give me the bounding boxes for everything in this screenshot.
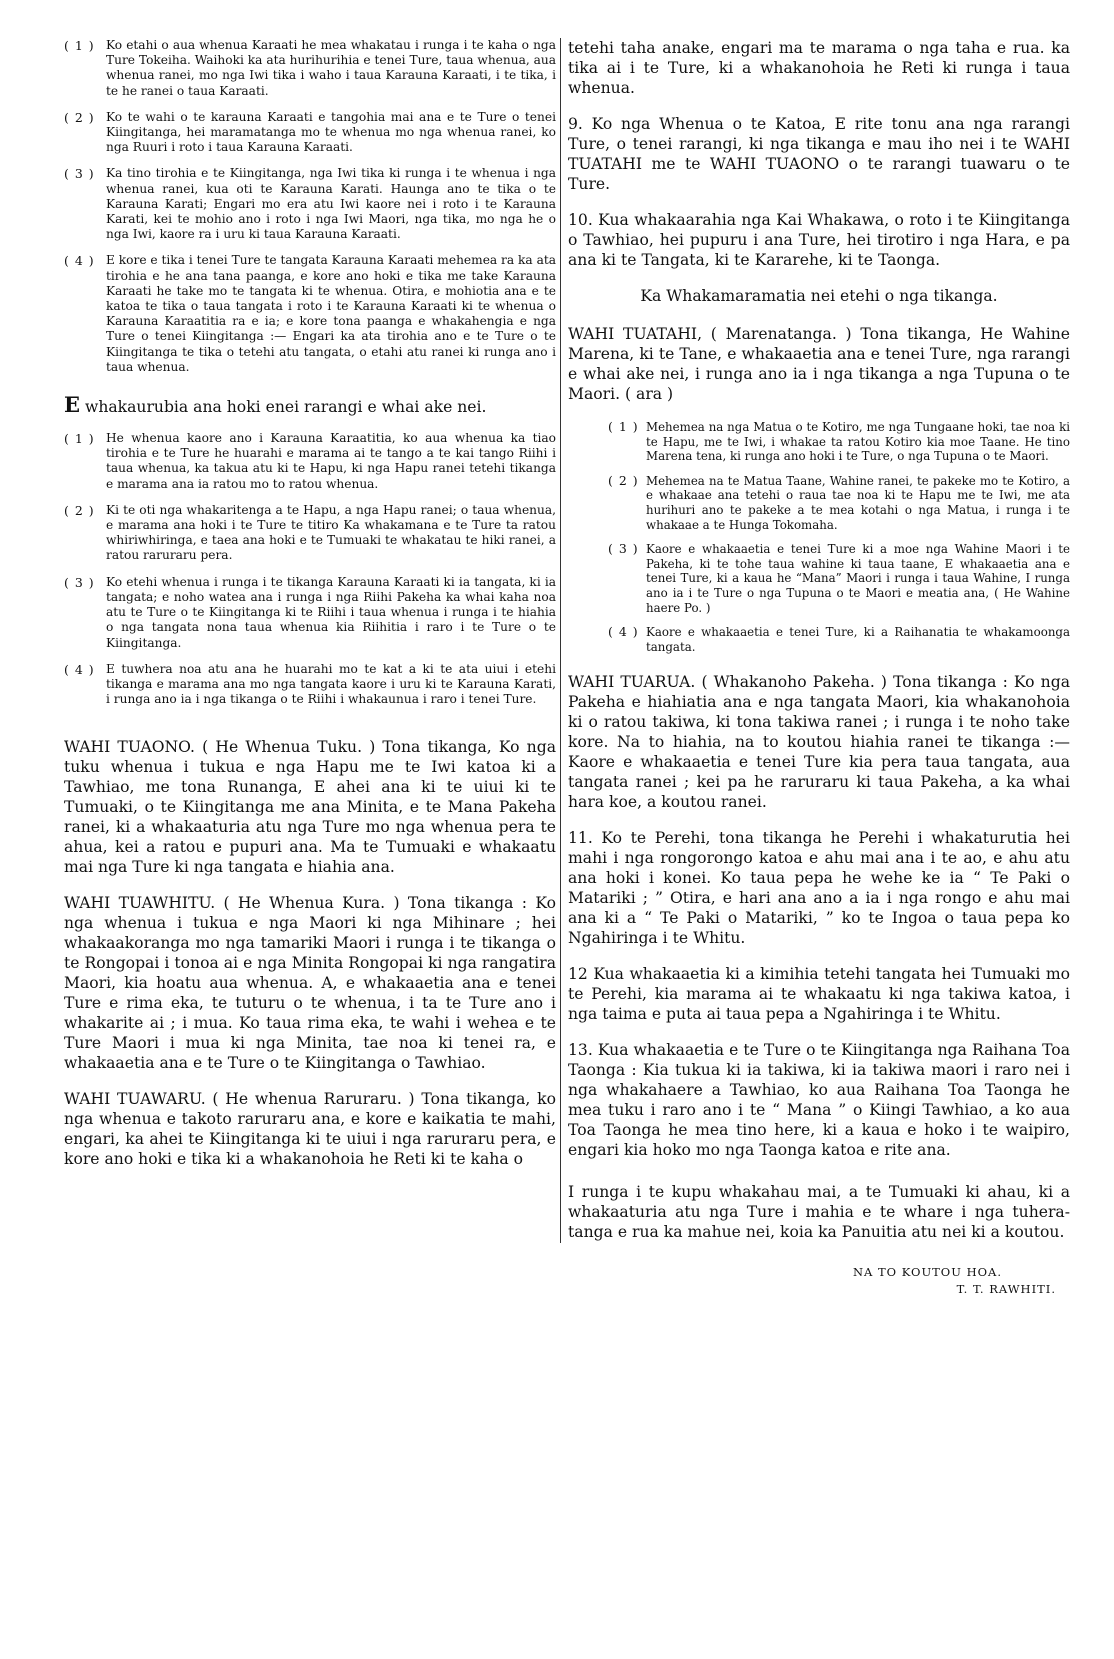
clause-item — [64, 166, 556, 242]
clause-text: He whenua kaore ano i Karauna Karaatitia, ko aua whenua ka tiao tirohia e te Ture he huarahi e marama ai te tango a te kai tango Riihi i taua whenua, ka takua atu ki te Hapu, ki nga Hapu ranei tetehi tikanga e marama ana ia ratou mo to ratou whenua. — [106, 431, 556, 491]
clause-text: Kaore e whakaaetia e tenei Ture, ki a Raihanatia te whakamoonga tangata. — [646, 625, 1070, 654]
clause-number: ( 4 ) — [64, 253, 95, 269]
clause-text: Mehemea na te Matua Taane, Wahine ranei, te pakeke mo te Kotiro, a e whakaae ana tetehi o raua tae noa ki te Hapu me te Iwi, me ata hurihuri ano te pakeke a te mea kotahi o nga Matua, i runga i te whakaae a te Hunga Tokomaha. — [646, 473, 1070, 532]
clause-text: Kaore e whakaaetia e tenei Ture ki a moe nga Wahine Maori i te Pakeha, ki te tohe taua wahine ki taua taane, E whakaaetia ana e tenei Ture, ki a kaua he “Mana” Maori i runga i taua Wahine, I runga ano ia i te Ture o nga Tupuna o te Maori e meatia ana, ( He Wahine haere Po. ) — [646, 542, 1070, 615]
clause-number: ( 2 ) — [608, 472, 639, 488]
paragraph-13: 13. Kua whakaaetia e te Ture o te Kiingitanga nga Raihana Toa Taonga : Kia tukua ki ia takiwa, ki ia takiwa maori i raro nei i nga whakahaere a Tawhiao, ko aua Raihana Toa Taonga he mea tuku i raro ano i te “ Mana ” o Kiingi Tawhiao, a ko aua Toa Taonga he mea tino here, ki a kaua e hoko i te waipiro, engari kia hoko mo nga Taonga katoa e rite ana. — [568, 1040, 1070, 1159]
clause-item — [568, 474, 1070, 532]
closing-paragraph: I runga i te kupu whakahau mai, a te Tumuaki ki ahau, ki a whakaaturia atu nga Ture i mahia e te whare i nga tuhera-tanga e rua ka mahue nei, koia ka Panuitia atu nei ki a koutou. — [568, 1182, 1070, 1241]
clause-text: Ka tino tirohia e te Kiingitanga, nga Iwi tika ki runga i te whenua i nga whenua ranei, kua oti te Karauna Karati. Haunga ano te tika o te Karauna Karati; Engari mo era atu Iwi kaore nei i roto i te Karauna Karati, kei te mohio ano i roto i nga Iwi Maori, nga tika, mo nga he o nga Iwi, kaore ra i uru ki taua Karauna Karaati. — [106, 166, 556, 242]
clause-number: ( 1 ) — [64, 431, 95, 447]
right-column — [568, 38, 1070, 1298]
clause-number: ( 2 ) — [64, 502, 95, 518]
clause-item — [568, 542, 1070, 615]
signature-name: T. T. RAWHITI. — [956, 1281, 1056, 1296]
wahi-tuatahi-paragraph: WAHI TUATAHI, ( Marenatanga. ) Tona tikanga, He Wahine Marena, ki te Tane, e whakaaetia ana e tenei Ture, nga rarangi e whai ake nei, i runga ano ia i nga tikanga a nga Tupuna o te Maori. ( ara ) — [568, 325, 1070, 403]
wahi-tuaono-paragraph: WAHI TUAONO. ( He Whenua Tuku. ) Tona tikanga, Ko nga tuku whenua i tukua e nga Hapu me te Iwi katoa ki a Tawhiao, me tona Runanga, E ahei ana ki te uiui ki te Tumuaki, o te Kiingitanga me ana Minita, e te Mana Pakeha ranei, ki a whakaaturia atu nga Ture mo nga whenua pera te ahua, kei a ratou e pupuri ana. Ma te Tumuaki e whakaatu mai nga Ture ki nga tangata e hiahia ana. — [64, 738, 556, 877]
clause-text: Ko etahi o aua whenua Karaati he mea whakatau i runga i te kaha o nga Ture Tokeiha. Waihoki ka ata hurihurihia e tenei Ture, taua whenua, aua whenua ranei, mo nga Iwi tika i waho i taua Karauna Karaati, i te tika, i te he ranei o taua Karaati. — [106, 38, 556, 98]
continued-paragraph: tetehi taha anake, engari ma te marama o nga taha e rua. ka tika ai i te Ture, ki a whakanohoia he Reti ki runga i taua whenua. — [568, 39, 1070, 97]
clause-number: ( 3 ) — [64, 166, 95, 182]
clause-number: ( 3 ) — [608, 541, 639, 557]
clause-number: ( 1 ) — [608, 419, 639, 434]
clause-number: ( 3 ) — [64, 574, 95, 590]
section-intro — [64, 392, 556, 418]
intro-text: whakaurubia ana hoki enei rarangi e whai ake nei. — [80, 398, 487, 417]
drop-letter: E — [64, 392, 81, 418]
clause-number: ( 2 ) — [64, 109, 95, 125]
wahi-tuarua-paragraph: WAHI TUARUA. ( Whakanoho Pakeha. ) Tona tikanga : Ko nga Pakeha e hiahiatia ana e nga tangata Maori, kia whakanohoia ki o ratou takiwa, ki tona takiwa ranei ; i runga i te noho take kore. Na to hiahia, na to koutou hiahia ranei te tikanga :— Kaore e whakaaetia e tenei Ture kia pera taua tangata, aua tangata ranei ; kei pa he raruraru ki taua Pakeha, a ka whai hara koe, a koutou ranei. — [568, 673, 1070, 812]
clause-text: Ko te wahi o te karauna Karaati e tangohia mai ana e te Ture o tenei Kiingitanga, hei maramatanga mo te whenua mo nga whenua ranei, ko nga Ruuri i roto i taua Karauna Karaati. — [106, 109, 556, 155]
clause-text: Ki te oti nga whakaritenga a te Hapu, a nga Hapu ranei; o taua whenua, e marama ana hoki i te Ture te titiro Ka whakamana e te Ture ta ratou whiriwhiringa, e taea ana hoki e te Tumuaki te whakatau te hiki ranei, a ratou raruraru pera. — [106, 502, 556, 563]
clause-text: E tuwhera noa atu ana he huarahi mo te kat a ki te ata uiui i etehi tikanga e marama ana mo nga tangata kaore i uru ki te Karauna Karati, i runga ano ia i nga tikanga o te Riihi i whakaunua i raro i tenei Ture. — [106, 661, 556, 707]
clause-text: E kore e tika i tenei Ture te tangata Karauna Karaati mehemea ra ka ata tirohia e he ana tana paanga, e kore ano hoki e tika me take Karauna Karaati he take mo te tangata ki te whenua. Otira, e mohiotia ana e te katoa te tika o taua tangata i roto i te Karauna Karaati ki te whenua o Karauna Karaatitia ra e ia; e kore tona paanga e whakahengia e nga Ture o tenei Kiingitanga :— Engari ka ata tirohia ano e te Ture o te Kiingitanga te tika o tetehi atu tangata, o etahi atu ranei ki runga ano i taua whenua. — [106, 253, 556, 374]
clause-item — [64, 38, 556, 99]
clause-text: Mehemea na nga Matua o te Kotiro, me nga Tungaane hoki, tae noa ki te Hapu, me te Iwi, i whakae ta ratou Kotiro kia moe Taane. He tino Marena tena, ki runga ano hoki i te Ture, o nga Tupuna o te Maori. — [646, 420, 1070, 464]
clause-item — [568, 420, 1070, 464]
clause-item — [64, 253, 556, 375]
clause-number: ( 4 ) — [608, 624, 639, 640]
column-divider — [560, 38, 561, 1243]
clause-item — [64, 662, 556, 708]
paragraph-11: 11. Ko te Perehi, tona tikanga he Perehi i whakaturutia hei mahi i nga rongorongo katoa e ahu mai ana i te ao, e ahu atu ana hoki i konei. Ko taua pepa he wehe ke ia “ Te Paki o Matariki ; ” Otira, e hari ana ano a ia i nga rongo e ahu mai ana ki a “ Te Paki o Matariki, ” ko te Ingoa o taua pepa ko Ngahiringa i te Whitu. — [568, 829, 1070, 948]
explanation-heading: Ka Whakamaramatia nei etehi o nga tikanga. — [640, 287, 998, 305]
paragraph-12: 12 Kua whakaaetia ki a kimihia tetehi tangata hei Tumuaki mo te Perehi, kia marama ai te whakaatu ki nga takiwa katoa, i nga taima e puta ai taua pepa a Ngahiringa i te Whitu. — [568, 965, 1070, 1024]
clause-item — [64, 431, 556, 492]
wahi-tuawhitu-paragraph: WAHI TUAWHITU. ( He Whenua Kura. ) Tona tikanga : Ko nga whenua i tukua e nga Maori ki nga Mihinare ; hei whakaakoranga mo nga tamariki Maori i runga i te tikanga o te Rongopai i tonoa ai e nga Minita Rongopai ki nga rangatira Maori, kia hoatu aua whenua. A, e whakaaetia ana e tenei Ture e rima eka, te tuturu o te whenua, i ta te Ture ano i whakarite ai ; i mua. Ko taua rima eka, te wahi i wehea e te Ture Maori i mua ki nga Minita, tae noa ki tenei ra, e whakaaetia ana e te Ture o te Kiingitanga o Tawhiao. — [64, 894, 556, 1073]
left-column — [64, 38, 556, 1185]
paragraph-10: 10. Kua whakaarahia nga Kai Whakawa, o roto i te Kiingitanga o Tawhiao, hei pupuru i ana Ture, hei tirotiro i nga Hara, e pa ana ki te Tangata, ki te Kararehe, ki te Taonga. — [568, 211, 1070, 269]
clause-item — [568, 625, 1070, 654]
clause-text: Ko etehi whenua i runga i te tikanga Karauna Karaati ki ia tangata, ki ia tangata; e noho watea ana i runga i nga Riihi Pakeha ka whai kaha noa atu te Ture o te Kiingitanga ki te Riihi i taua whenua i runga i te hiahia o nga tangata nona taua whenua kia Riihitia i raro i te Ture o te Kiingitanga. — [106, 574, 556, 650]
paragraph-9: 9. Ko nga Whenua o te Katoa, E rite tonu ana nga rarangi Ture, o tenei rarangi, ki nga tikanga e mau iho nei i te WAHI TUATAHI me te WAHI TUAONO o te rarangi tuawaru o te Ture. — [568, 115, 1070, 193]
clause-item — [64, 503, 556, 564]
signature-line-1: NA TO KOUTOU HOA. — [852, 1264, 1002, 1279]
clause-item — [64, 110, 556, 156]
clause-number: ( 1 ) — [64, 38, 95, 53]
clause-number: ( 4 ) — [64, 661, 95, 677]
wahi-tuawaru-paragraph: WAHI TUAWARU. ( He whenua Raruraru. ) Tona tikanga, ko nga whenua e takoto raruraru ana, e kore e kaikatia te mahi, engari, ka ahei te Kiingitanga ki te uiui i nga raruraru pera, e kore ano hoki e tika ki a whakanohoia he Reti ki te kaha o — [64, 1090, 556, 1169]
clause-item — [64, 575, 556, 651]
